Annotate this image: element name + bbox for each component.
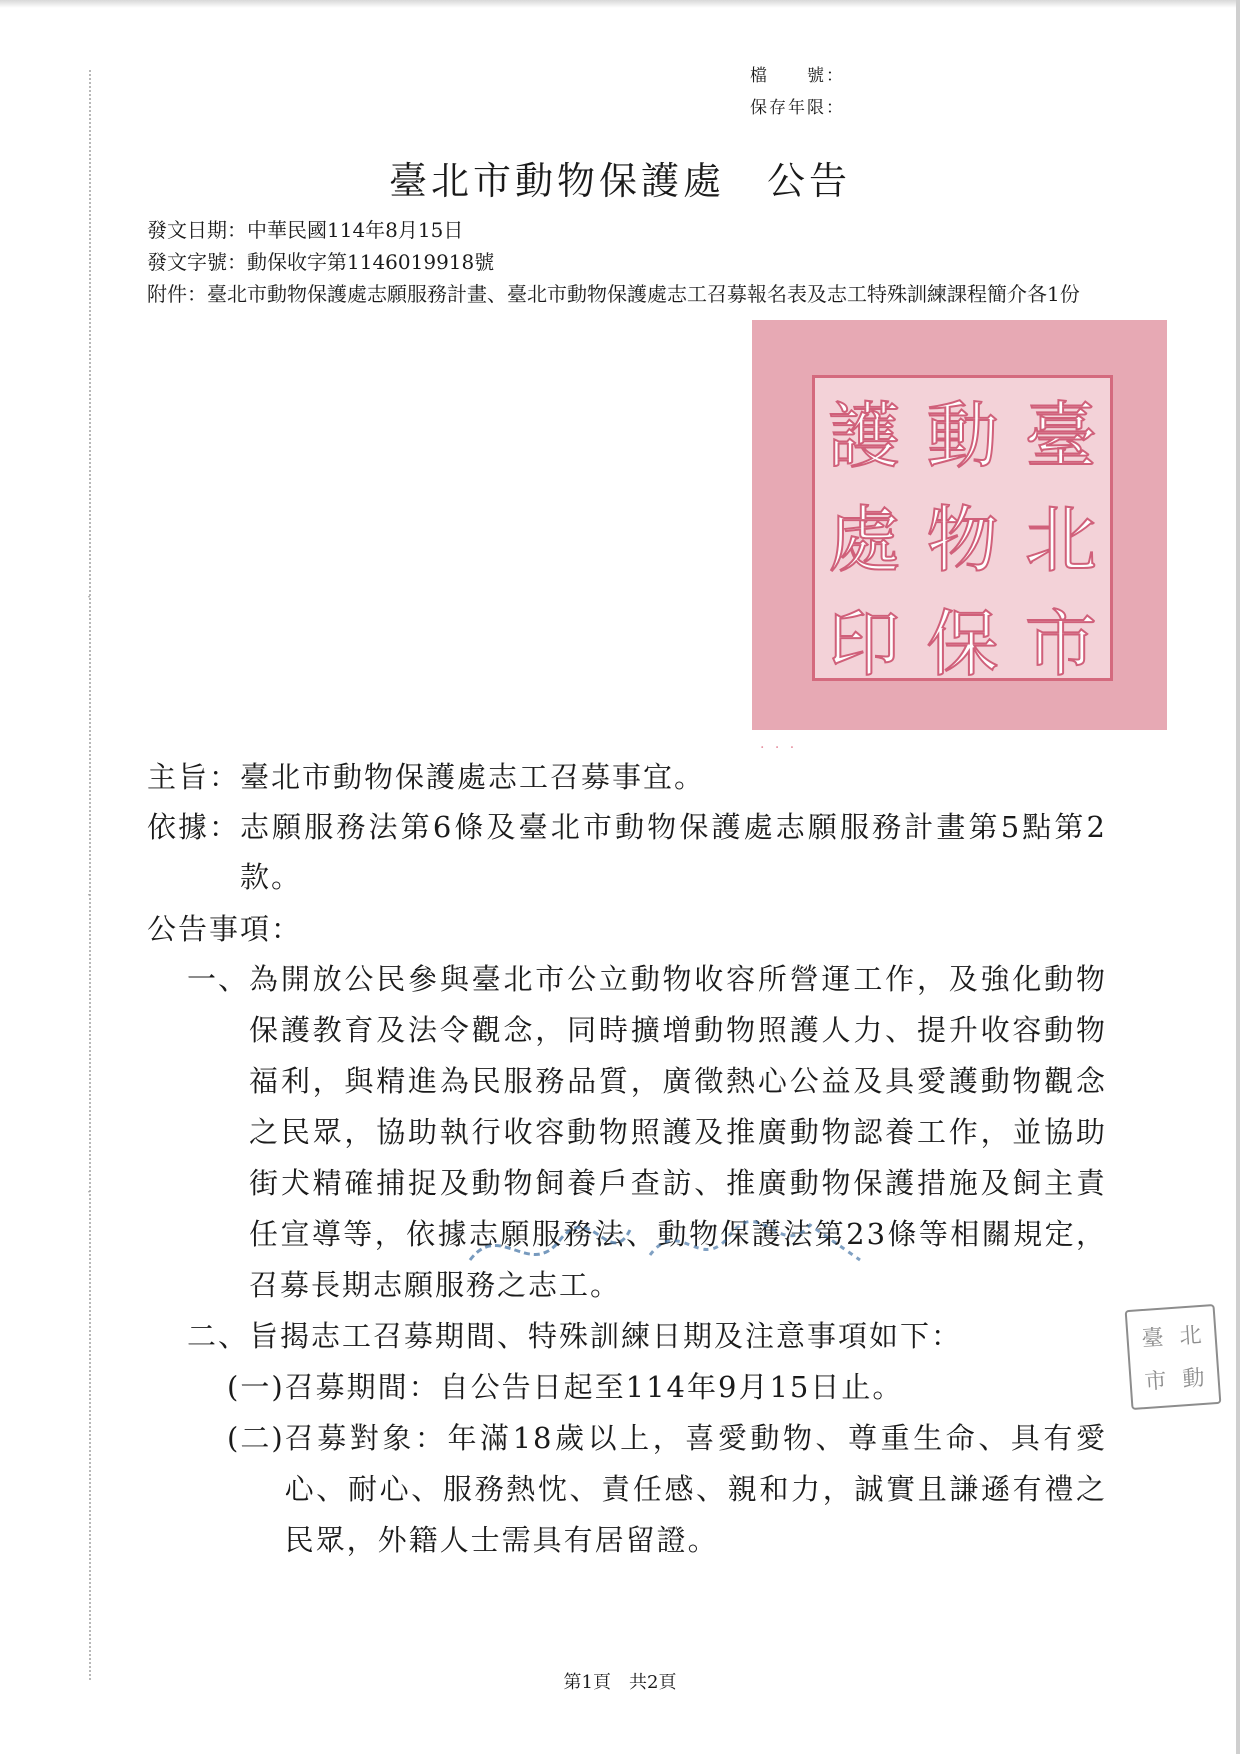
page-footer: 第1頁 共2頁 — [563, 1672, 677, 1693]
attachment-label: 附件： — [147, 282, 207, 306]
seal-character: 物 — [926, 498, 999, 582]
item-number: 一、 — [187, 962, 250, 996]
small-seal-character: 北 — [1178, 1322, 1203, 1350]
file-meta — [750, 60, 855, 124]
margin-mark-bind: · — [87, 888, 91, 902]
subitem-text: 召募對象：年滿18歲以上，喜愛動物、尊重生命、具有愛心、耐心、服務熱忱、責任感、親和力，誠實且謙遜有禮之民眾，外籍人士需具有居留證。 — [284, 1421, 1107, 1557]
document-title: 臺北市動物保護處 公告 — [388, 159, 851, 203]
basis-paragraph — [147, 802, 1107, 902]
announcement-subitem — [227, 1413, 1107, 1566]
issue-date: 發文日期：中華民國114年8月15日 — [147, 218, 464, 242]
item-text: 為開放公民參與臺北市公立動物收容所營運工作，及強化動物保護教育及法令觀念，同時擴增動物照護人力、提升收容動物福利，與精進為民服務品質，廣徵熱心公益及具愛護動物觀念之民眾，協助執行收容動物照護及推廣動物認養工作，並協助街犬精確捕捉及動物飼養戶查訪、推廣動物保護措施及飼主責任宣導等，依據志願服務法、動物保護法第23條等相關規定，召募長期志願服務之志工。 — [249, 962, 1107, 1302]
subitem-text: 召募期間：自公告日起至114年9月15日止。 — [284, 1370, 904, 1404]
subitem-number: (一) — [227, 1370, 285, 1404]
header-info — [147, 214, 1097, 310]
small-seal-character: 臺 — [1140, 1325, 1165, 1353]
attachment-text: 臺北市動物保護處志願服務計畫、臺北市動物保護處志工召募報名表及志工特殊訓練課程簡介各1份 — [207, 282, 1080, 306]
basis-label: 依據： — [147, 810, 241, 844]
file-number-row — [750, 60, 855, 92]
announcement-heading: 公告事項： — [147, 912, 303, 946]
basis-text: 志願服務法第6條及臺北市動物保護處志願服務計畫第5點第2款。 — [240, 810, 1107, 894]
seal-character: 動 — [926, 394, 999, 478]
seal-character: 臺 — [1024, 394, 1097, 478]
retention-label: 保存年限： — [750, 98, 845, 118]
scan-edge-right — [1236, 0, 1240, 1754]
retention-row — [750, 92, 855, 124]
official-seal — [752, 320, 1167, 730]
margin-mark-bind: · — [87, 1185, 91, 1199]
item-number: 二、 — [187, 1319, 250, 1353]
seal-character: 市 — [1024, 602, 1097, 686]
seal-character: 保 — [926, 602, 999, 686]
small-seal-character: 動 — [1181, 1365, 1206, 1393]
announcement-subitem — [227, 1362, 1107, 1413]
subject-label: 主旨： — [147, 760, 241, 794]
file-number-label: 檔 號： — [750, 66, 845, 86]
binding-margin-line — [89, 70, 91, 1680]
margin-mark-bind: · — [87, 590, 91, 604]
seal-residue: · · · — [760, 740, 798, 756]
small-seal-character: 市 — [1143, 1368, 1168, 1396]
small-seal-stamp — [1125, 1304, 1222, 1410]
seal-character: 北 — [1024, 498, 1097, 582]
attachment-row — [147, 278, 1097, 310]
item-text: 旨揭志工召募期間、特殊訓練日期及注意事項如下： — [249, 1319, 963, 1353]
scan-edge-top — [0, 0, 1240, 8]
handwritten-signature-scribble — [460, 1200, 880, 1290]
document-number: 發文字號：動保收字第1146019918號 — [147, 250, 495, 274]
seal-character: 護 — [828, 394, 901, 478]
subject-text: 臺北市動物保護處志工召募事宜。 — [240, 760, 706, 794]
seal-character: 處 — [828, 498, 901, 582]
seal-character: 印 — [828, 602, 901, 686]
document-body — [147, 752, 1107, 1566]
seal-inner-frame — [812, 375, 1113, 686]
subitem-number: (二) — [227, 1421, 285, 1455]
announcement-item — [187, 1311, 1107, 1362]
subject-paragraph — [147, 752, 1107, 802]
